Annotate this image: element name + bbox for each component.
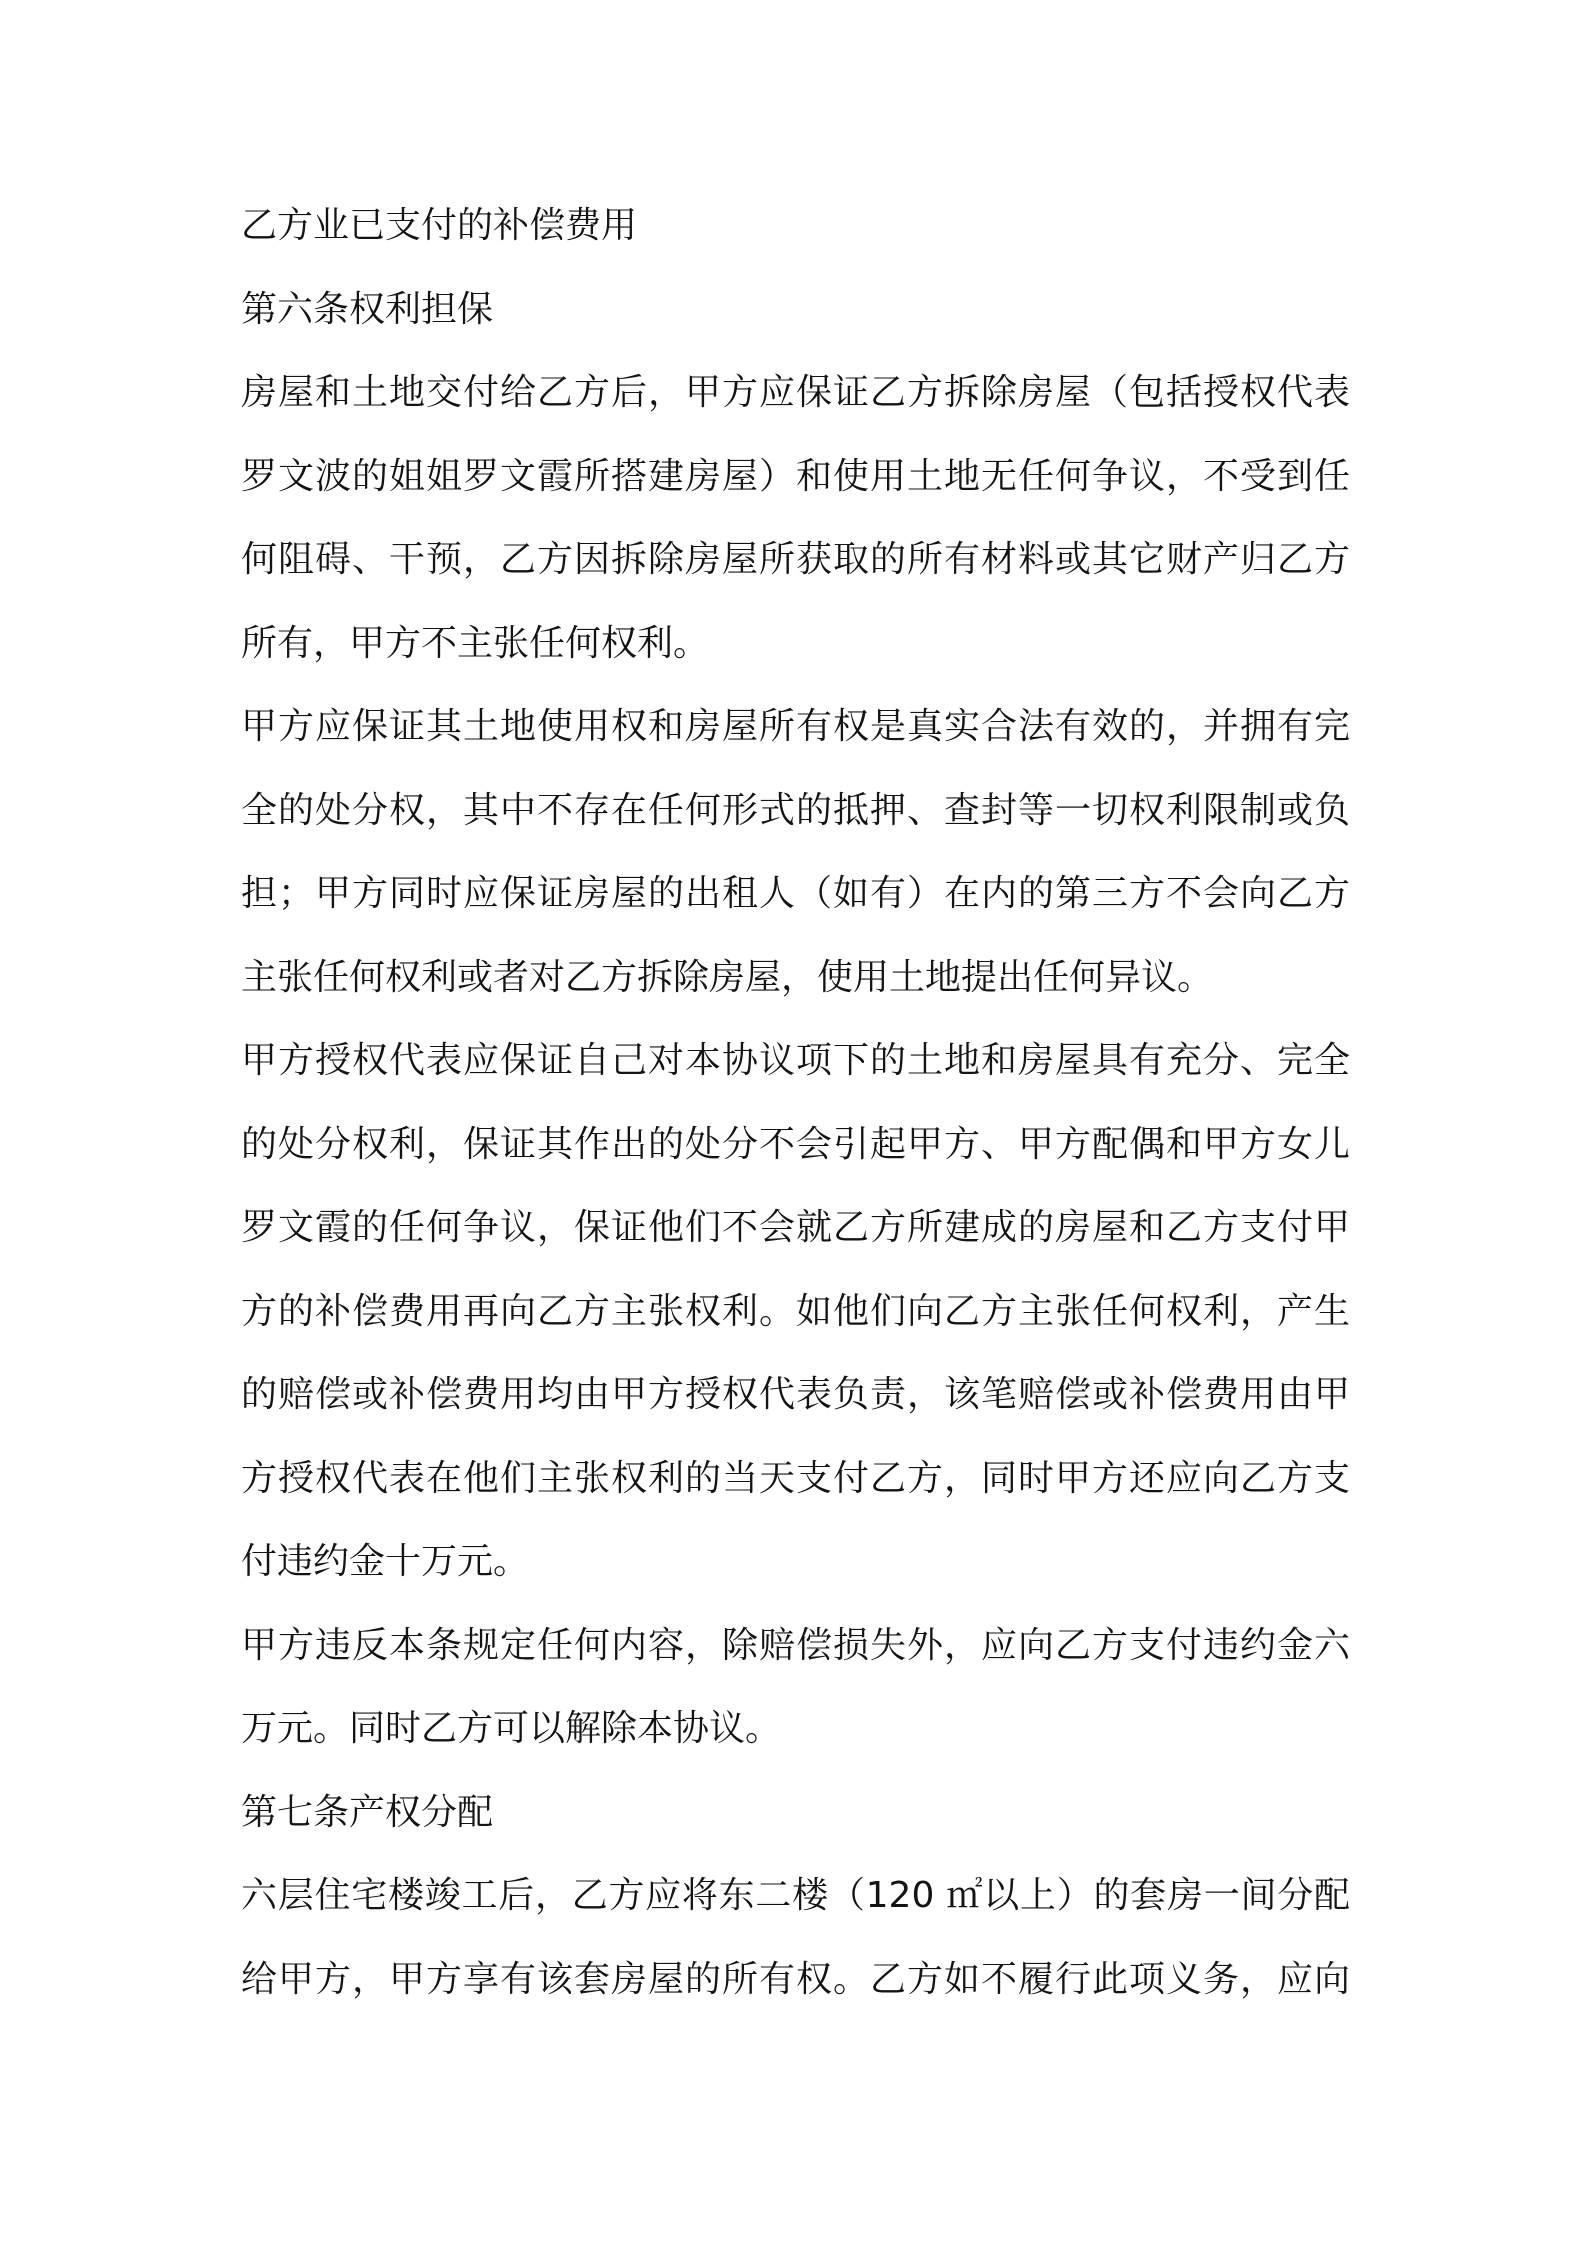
paragraph-line: 全的处分权，其中不存在任何形式的抵押、查封等一切权利限制或负 <box>241 789 1350 831</box>
paragraph-line: 所有，甲方不主张任何权利。 <box>241 622 710 664</box>
paragraph-line: 主张任何权利或者对乙方拆除房屋，使用土地提出任何异议。 <box>241 956 1214 998</box>
paragraph-line: 万元。同时乙方可以解除本协议。 <box>241 1708 782 1749</box>
paragraph-compensation-paid <box>241 184 1350 268</box>
paragraph-line: 何阻碍、干预，乙方因拆除房屋所获取的所有材料或其它财产归乙方 <box>241 539 1350 580</box>
paragraph-line: 的处分权利，保证其作出的处分不会引起甲方、甲方配偶和甲方女儿 <box>241 1123 1350 1165</box>
paragraph-line: 甲方应保证其土地使用权和房屋所有权是真实合法有效的，并拥有完 <box>241 706 1350 747</box>
paragraph-handover-guarantee <box>241 351 1350 685</box>
paragraph-line: 方授权代表在他们主张权利的当天支付乙方，同时甲方还应向乙方支 <box>241 1457 1350 1499</box>
paragraph-line: 付违约金十万元。 <box>241 1541 530 1582</box>
paragraph-line: 甲方授权代表应保证自己对本协议项下的土地和房屋具有充分、完全 <box>241 1040 1350 1081</box>
article-6-heading <box>241 268 1350 352</box>
paragraph-representative-guarantee <box>241 1019 1350 1604</box>
heading-line: 第六条权利担保 <box>241 288 494 330</box>
paragraph-line: 给甲方，甲方享有该套房屋的所有权。乙方如不履行此项义务，应向 <box>241 1958 1350 2000</box>
paragraph-line: 担；甲方同时应保证房屋的出租人（如有）在内的第三方不会向乙方 <box>241 873 1350 914</box>
paragraph-line: 罗文波的姐姐罗文霞所搭建房屋）和使用土地无任何争议，不受到任 <box>241 455 1350 497</box>
paragraph-property-allocation <box>241 1854 1350 2021</box>
paragraph-line: 乙方业已支付的补偿费用 <box>241 205 638 246</box>
heading-line: 第七条产权分配 <box>241 1791 494 1833</box>
paragraph-line: 罗文霞的任何争议，保证他们不会就乙方所建成的房屋和乙方支付甲 <box>241 1207 1350 1248</box>
paragraph-line: 的赔偿或补偿费用均由甲方授权代表负责，该笔赔偿或补偿费用由甲 <box>241 1374 1350 1415</box>
paragraph-breach-penalty <box>241 1604 1350 1771</box>
paragraph-line: 方的补偿费用再向乙方主张权利。如他们向乙方主张任何权利，产生 <box>241 1290 1350 1332</box>
paragraph-title-guarantee <box>241 685 1350 1019</box>
document-body <box>241 184 1350 2021</box>
paragraph-line: 六层住宅楼竣工后，乙方应将东二楼（120 ㎡以上）的套房一间分配 <box>241 1875 1350 1916</box>
paragraph-line: 甲方违反本条规定任何内容，除赔偿损失外，应向乙方支付违约金六 <box>241 1624 1350 1666</box>
article-7-heading <box>241 1771 1350 1855</box>
paragraph-line: 房屋和土地交付给乙方后，甲方应保证乙方拆除房屋（包括授权代表 <box>241 372 1350 413</box>
